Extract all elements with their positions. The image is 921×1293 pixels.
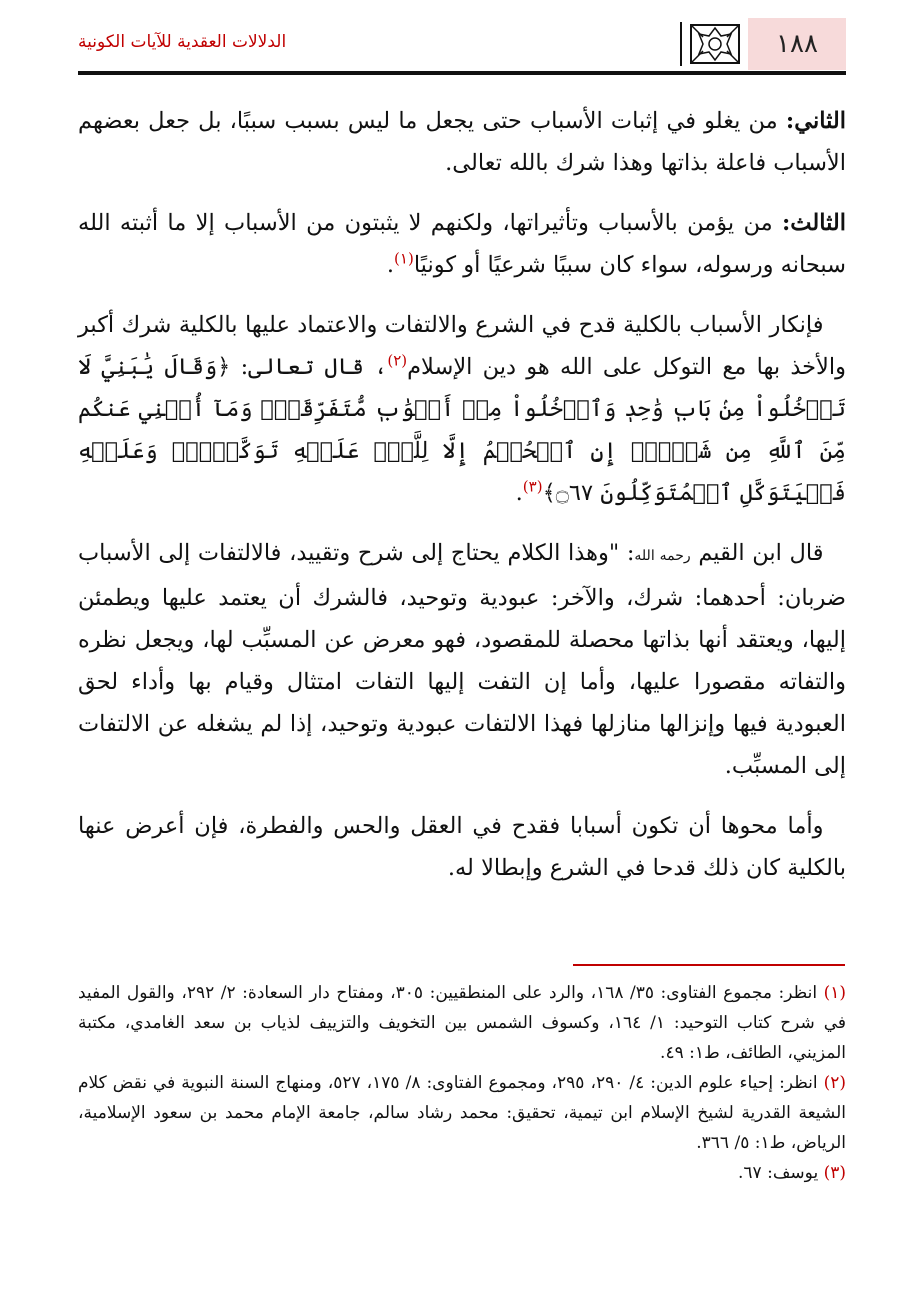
paragraph-denial (78, 304, 846, 514)
page-number-box (748, 18, 846, 70)
paragraph-text: وأما محوها أن تكون أسبابا فقدح في العقل والحس والفطرة، فإن أعرض عنها بالكلية كان ذلك قدحا في الشرع وإبطالا له. (78, 813, 846, 881)
paragraph-text: من يؤمن بالأسباب وتأثيراتها، ولكنهم لا يثبتون من الأسباب إلا ما أثبته الله سبحانه ورسوله، سواء كان سببًا شرعيًا أو كونيًا (78, 210, 846, 278)
honorific: رحمه الله (634, 548, 691, 564)
main-text (78, 100, 846, 907)
footnote-divider (573, 964, 845, 966)
footnote-item (78, 1068, 846, 1158)
header-rule (78, 71, 846, 75)
footnote-ref[interactable]: (٣) (522, 477, 543, 496)
paragraph-erasing (78, 805, 846, 889)
paragraph-third-group (78, 202, 846, 286)
paragraph-lead: الثاني: (785, 108, 846, 134)
paragraph-ibn-alqayyim (78, 532, 846, 787)
paragraph-text-after: ، قال تعالى: (240, 354, 388, 380)
paragraph-text: قال ابن القيم (690, 540, 824, 566)
paragraph-text: من يغلو في إثبات الأسباب حتى يجعل ما ليس بسبب سببًا، بل جعل بعضهم الأسباب فاعلة بذاتها وهذا شرك بالله تعالى. (78, 108, 846, 176)
paragraph-end: . (515, 480, 523, 506)
footnote-text: انظر: إحياء علوم الدين: ٤/ ٢٩٠، ٢٩٥، ومجموع الفتاوى: ٨/ ١٧٥، ٥٢٧، ومنهاج السنة النبوية في نقض كلام الشيعة القدرية لشيخ الإسلام ابن تيمية، تحقيق: محمد رشاد سالم، جامعة الإمام محمد بن سعود الإسلامية، الرياض، ط١: ٥/ ٣٦٦. (78, 1073, 846, 1153)
quran-verse: ﴿وَقَالَ يَٰبَنِيَّ لَا تَدۡخُلُواْ مِنۢ بَابٖ وَٰحِدٖ وَٱدۡخُلُواْ مِنۡ أَبۡوَٰبٖ مُّتَفَرِّقَةٖۖ وَمَآ أُغۡنِي عَنكُم مِّنَ ٱللَّهِ مِن شَيۡءٍۖ إِنِ ٱلۡحُكۡمُ إِلَّا لِلَّهِۖ عَلَيۡهِ تَوَكَّلۡتُۖ وَعَلَيۡهِ فَلۡيَتَوَكَّلِ ٱلۡمُتَوَكِّلُونَ ۝٦٧﴾ (78, 354, 846, 506)
footnote-item (78, 978, 846, 1068)
footnote-item (78, 1158, 846, 1188)
paragraph-second-group (78, 100, 846, 184)
page-header (78, 18, 846, 70)
paragraph-text: : "وهذا الكلام يحتاج إلى شرح وتقييد، فالالتفات إلى الأسباب ضربان: أحدهما: شرك، والآخر: عبودية وتوحيد، فالشرك أن يعتمد عليها ويطمئن إليها، ويعتقد أنها بذاتها محصلة للمقصود، فهو معرض عن المسبِّب لها، ويجعل نظره والتفاته مقصورا عليها، وأما إن التفت إليها التفات امتثال وقيام بها وأداء لحق العبودية فيها وإنزالها منازلها فهذا الالتفات عبودية وتوحيد، إذا لم يشغله عن الالتفات إلى المسبِّب. (78, 540, 846, 779)
ornament-divider (680, 22, 682, 66)
footnote-ref[interactable]: (٢) (387, 351, 408, 370)
footnote-number: (٣) (823, 1163, 846, 1183)
paragraph-end: . (386, 252, 395, 278)
page-number: ١٨٨ (776, 29, 818, 59)
footnote-number: (٢) (823, 1073, 847, 1093)
ornament-icon (688, 22, 742, 66)
footnotes (78, 978, 846, 1188)
paragraph-lead: الثالث: (781, 210, 846, 236)
footnote-number: (١) (823, 983, 846, 1003)
footnote-ref[interactable]: (١) (394, 249, 414, 268)
footnote-text: يوسف: ٦٧. (738, 1163, 824, 1183)
paragraph-text: فإنكار الأسباب بالكلية قدح في الشرع والالتفات والاعتماد عليها بالكلية شرك أكبر والأخذ بها مع التوكل على الله هو دين الإسلام (78, 312, 846, 380)
footnote-text: انظر: مجموع الفتاوى: ٣٥/ ١٦٨، والرد على المنطقيين: ٣٠٥، ومفتاح دار السعادة: ٢/ ٢٩٢، والقول المفيد في شرح كتاب التوحيد: ١/ ١٦٤، وكسوف الشمس بين التخويف والتزييف لذياب بن سعد الغامدي، مكتبة المزيني، الطائف، ط١: ٤٩. (78, 983, 846, 1063)
book-title: الدلالات العقدية للآيات الكونية (78, 32, 287, 52)
